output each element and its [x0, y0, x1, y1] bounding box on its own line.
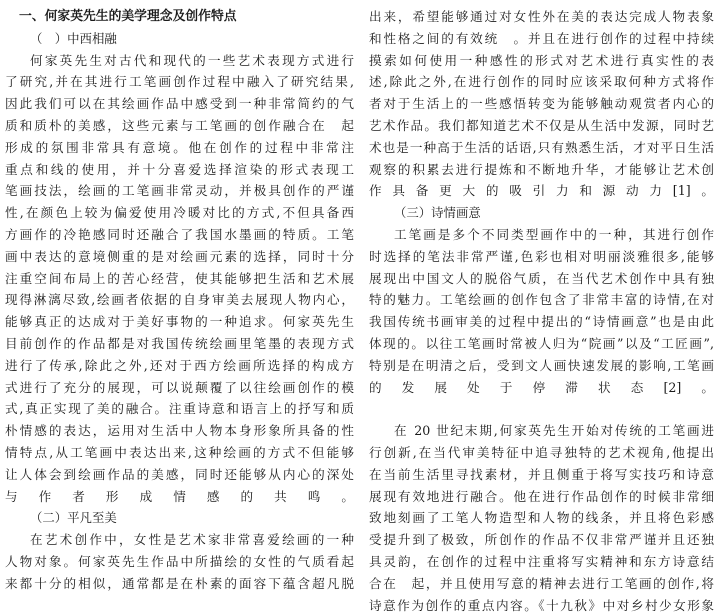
paragraph-line: 方画作的冷艳感同时还融合了我国水墨画的特质。工笔: [5, 226, 354, 242]
paragraph-line: 行创新,在当代审美特征中追寻独特的艺术视角,他提出: [369, 444, 714, 460]
paragraph-line: 术也是一种高于生活的话语,只有熟悉生活，才对平日生活: [369, 139, 714, 155]
blank-line: [369, 398, 714, 420]
subsection-heading: （ ）中西相融: [30, 30, 117, 46]
paragraph-line: 现得淋漓尽致,绘画者依据的自身审美去展现人物内心，: [5, 292, 354, 308]
subsection-heading: （二）平凡至美: [30, 510, 117, 526]
paragraph-first-line: 工笔画是多个不同类型画作中的一种，其进行创作: [394, 226, 714, 242]
paragraph-line: 进行了传承,除此之外,还对于西方绘画所选择的构成方: [5, 357, 354, 373]
paragraph-line: 的发展处于停滞状态[2]。: [369, 379, 714, 395]
paragraph-line: 式进行了充分的展现，可以说颠覆了以往绘画创作的模: [5, 379, 354, 395]
paragraph-line: 者对于生活上的一些感悟转变为能够触动观赏者内心的: [369, 96, 714, 112]
paragraph-line: 画中表达的意境侧重的是对绘画元素的选择，同时十分: [5, 248, 354, 264]
paragraph-line: 式,真正实现了美的融合。注重诗意和语言上的抒写和质: [5, 401, 354, 417]
paragraph-line: 体现的。以往工笔画时常被人归为“院画”以及“工匠画”,: [369, 335, 714, 351]
paragraph-line: 时选择的笔法非常严谨,色彩也相对明丽淡雅很多,能够: [369, 248, 714, 264]
paragraph-line: 展现有效地进行融合。他在进行作品创作的时候非常细: [369, 488, 714, 504]
paragraph-line: 致地刻画了工笔人物造型和人物的线条，并且将色彩感: [369, 510, 714, 526]
paragraph-line: 目前创作的作品都是对我国传统绘画里笔墨的表现方式: [5, 335, 354, 351]
paragraph-line: 笔画技法，绘画的工笔画非常灵动，并极具创作的严谨: [5, 183, 354, 199]
paragraph-line: 观察的积累去进行提炼和不断地升华，才能够让艺术创: [369, 161, 714, 177]
paragraph-line: 具灵韵，在创作的过程中注重将写实精神和东方诗意结: [369, 553, 714, 569]
paragraph-line: 合在 起，并且使用写意的精神去进行工笔画的创作,将: [369, 575, 714, 591]
paragraph-line: 作具备更大的吸引力和源动力[1]。: [369, 183, 714, 199]
paragraph-line: 与作者形成情感的共鸣。: [5, 488, 354, 504]
paragraph-line: 人物对象。何家英先生作品中所描绘的女性的气质看起: [5, 553, 354, 569]
paragraph-first-line: 在艺术创作中，女性是艺术家非常喜爱绘画的一种: [30, 532, 354, 548]
paragraph-line: 质和质朴的美感，这些元素与工笔画的创作融合在 起: [5, 117, 354, 133]
paragraph-line: 述,除此之外,在进行创作的同时应该采取何种方式将作: [369, 74, 714, 90]
paragraph-line: 在当前生活里寻找素材，并且侧重于将写实技巧和诗意: [369, 466, 714, 482]
paragraph-line: 我国传统书画审美的过程中提出的“诗情画意”也是由此: [369, 314, 714, 330]
left-column: [5, 6, 354, 595]
paragraph-line: 让人体会到绘画作品的美感，同时还能够从内心的深处: [5, 466, 354, 482]
paragraph-line: 朴情感的表达，运用对生活中人物本身形象所具备的性: [5, 423, 354, 439]
paragraph-line: 出来，希望能够通过对女性外在美的表达完成人物表象: [369, 9, 714, 24]
paragraph-line: 重点和线的使用，并十分喜爱选择渲染的形式表现工: [5, 161, 354, 177]
paragraph-first-line: 何家英先生对古代和现代的一些艺术表现方式进行: [30, 52, 354, 68]
paragraph-line: 和性格之间的有效统 。并且在进行创作的过程中持续: [369, 30, 714, 46]
paragraph-line: 注重空间布局上的苦心经营，使其能够把生活和艺术展: [5, 270, 354, 286]
paragraph-line: 能够真正的达成对于美好事物的一种追求。何家英先生: [5, 314, 354, 330]
paragraph-line: 了研究,并在其进行工笔画创作过程中融入了研究结果,: [5, 74, 354, 90]
paragraph-line: 形成的氛围非常具有意境。他在创作的过程中非常注: [5, 139, 354, 155]
paragraph-line: 来都十分的相似，通常都是在朴素的面容下蕴含超凡脱: [5, 575, 354, 591]
paragraph-line: 情特点,从工笔画中表达出来,这种绘画的方式不但能够: [5, 444, 354, 460]
paragraph-line: 因此我们可以在其绘画作品中感受到一种非常简约的气: [5, 96, 354, 112]
paragraph-first-line: 在 20 世纪末期,何家英先生开始对传统的工笔画进: [394, 423, 714, 439]
paragraph-line: 受提升到了极致，所创作的作品不仅非常严谨并且还独: [369, 532, 714, 548]
right-column: [369, 6, 714, 616]
subsection-heading: （三）诗情画意: [394, 205, 481, 221]
paragraph-line: 性,在颜色上较为偏爱使用冷暖对比的方式,不但具备西: [5, 205, 354, 221]
paragraph-line: 艺术作品。我们都知道艺术不仅是从生活中发源，同时艺: [369, 117, 714, 133]
paragraph-line: 摸索如何使用一种感性的形式对艺术进行真实性的表: [369, 52, 714, 68]
section-heading: 一、何家英先生的美学理念及创作特点: [19, 9, 237, 24]
paragraph-line: 展现出中国文人的脱俗气质，在当代艺术创作中具有独: [369, 270, 714, 286]
paragraph-line: 特别是在明清之后，受到文人画快速发展的影响,工笔画: [369, 357, 714, 373]
paragraph-line: 特的魅力。工笔绘画的创作包含了非常丰富的诗情,在对: [369, 292, 714, 308]
paragraph-line: 诗意作为创作的重点内容。《十九秋》中对乡村少女形象: [369, 597, 714, 613]
